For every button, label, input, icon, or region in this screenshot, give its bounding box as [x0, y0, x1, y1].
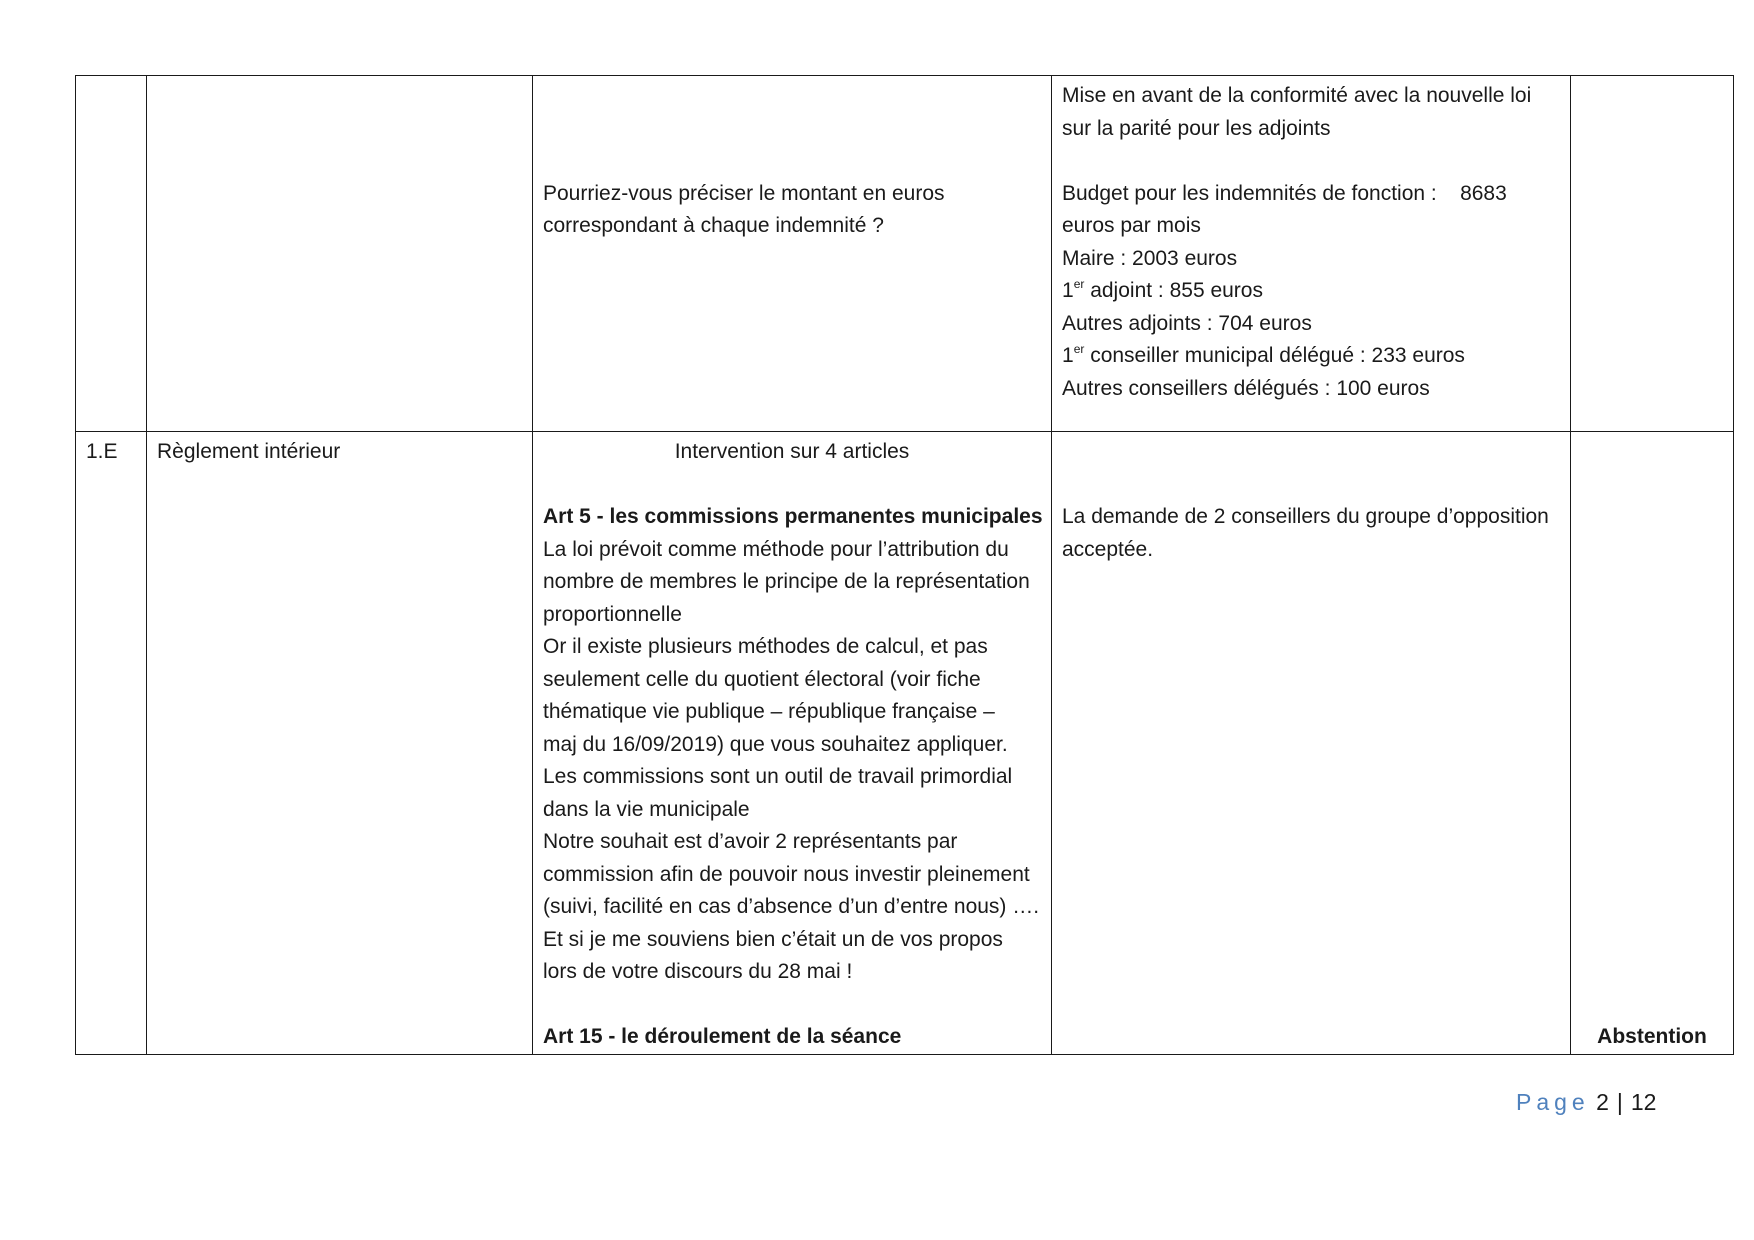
conseiller1-line: 1er conseiller municipal délégué : 233 euros	[1062, 342, 1465, 367]
question-cell	[533, 432, 1052, 1055]
art5-line: Or il existe plusieurs méthodes de calcul, et pas	[543, 635, 988, 658]
art5-line: thématique vie publique – république française –	[543, 700, 995, 723]
art5-line: nombre de membres le principe de la représentation	[543, 570, 1030, 593]
response-line: acceptée.	[1062, 537, 1154, 561]
response-line: sur la parité pour les adjoints	[1062, 116, 1331, 140]
art5-line: Et si je me souviens bien c’était un de vos propos	[543, 927, 1003, 951]
autres-conseillers-line: Autres conseillers délégués : 100 euros	[1062, 376, 1430, 400]
subject-cell	[147, 76, 533, 432]
page-footer	[1516, 1087, 1656, 1117]
art15-title: Art 15 - le déroulement de la séance	[543, 1025, 902, 1048]
art5-line: Notre souhait est d’avoir 2 représentants par	[543, 830, 958, 853]
question-line: correspondant à chaque indemnité ?	[543, 214, 884, 237]
response-cell	[1052, 432, 1571, 1055]
art5-title: Art 5 - les commissions permanentes municipales	[543, 505, 1043, 528]
total-pages: 12	[1630, 1089, 1657, 1115]
art5-line: seulement celle du quotient électoral (voir fiche	[543, 667, 981, 691]
response-cell	[1052, 76, 1571, 432]
item-subject: Règlement intérieur	[157, 440, 341, 463]
intervention-title: Intervention sur 4 articles	[674, 440, 910, 463]
current-page: 2	[1596, 1089, 1609, 1115]
budget-line: euros par mois	[1062, 214, 1201, 237]
art5-line: lors de votre discours du 28 mai !	[543, 960, 853, 983]
vote-result: Abstention	[1597, 1025, 1707, 1048]
item-number: 1.E	[86, 440, 118, 463]
question-line: Pourriez-vous préciser le montant en euros	[543, 181, 945, 205]
question-cell	[533, 76, 1052, 432]
number-cell	[76, 76, 147, 432]
number-cell	[76, 432, 147, 1055]
budget-line: Budget pour les indemnités de fonction : 8683	[1062, 181, 1507, 205]
page-separator: |	[1616, 1089, 1623, 1115]
maire-line: Maire : 2003 euros	[1062, 246, 1238, 270]
art5-line: Les commissions sont un outil de travail primordial	[543, 765, 1013, 788]
vote-cell	[1571, 76, 1734, 432]
deliberation-table	[75, 75, 1734, 1055]
table-row	[76, 76, 1734, 432]
art5-line: commission afin de pouvoir nous investir pleinement	[543, 862, 1030, 886]
table-row	[76, 432, 1734, 1055]
art5-line: La loi prévoit comme méthode pour l’attribution du	[543, 537, 1009, 561]
autres-adjoints-line: Autres adjoints : 704 euros	[1062, 311, 1312, 335]
response-line: Mise en avant de la conformité avec la nouvelle loi	[1062, 84, 1532, 107]
page-label: Page	[1516, 1089, 1590, 1115]
art5-line: proportionnelle	[543, 602, 682, 626]
subject-cell	[147, 432, 533, 1055]
art5-line: (suivi, facilité en cas d’absence d’un d’entre nous) ….	[543, 895, 1040, 918]
adjoint1-line: 1er adjoint : 855 euros	[1062, 277, 1263, 302]
response-line: La demande de 2 conseillers du groupe d’opposition	[1062, 505, 1549, 528]
art5-line: dans la vie municipale	[543, 797, 750, 821]
art5-line: maj du 16/09/2019) que vous souhaitez appliquer.	[543, 732, 1008, 756]
vote-cell	[1571, 432, 1734, 1055]
